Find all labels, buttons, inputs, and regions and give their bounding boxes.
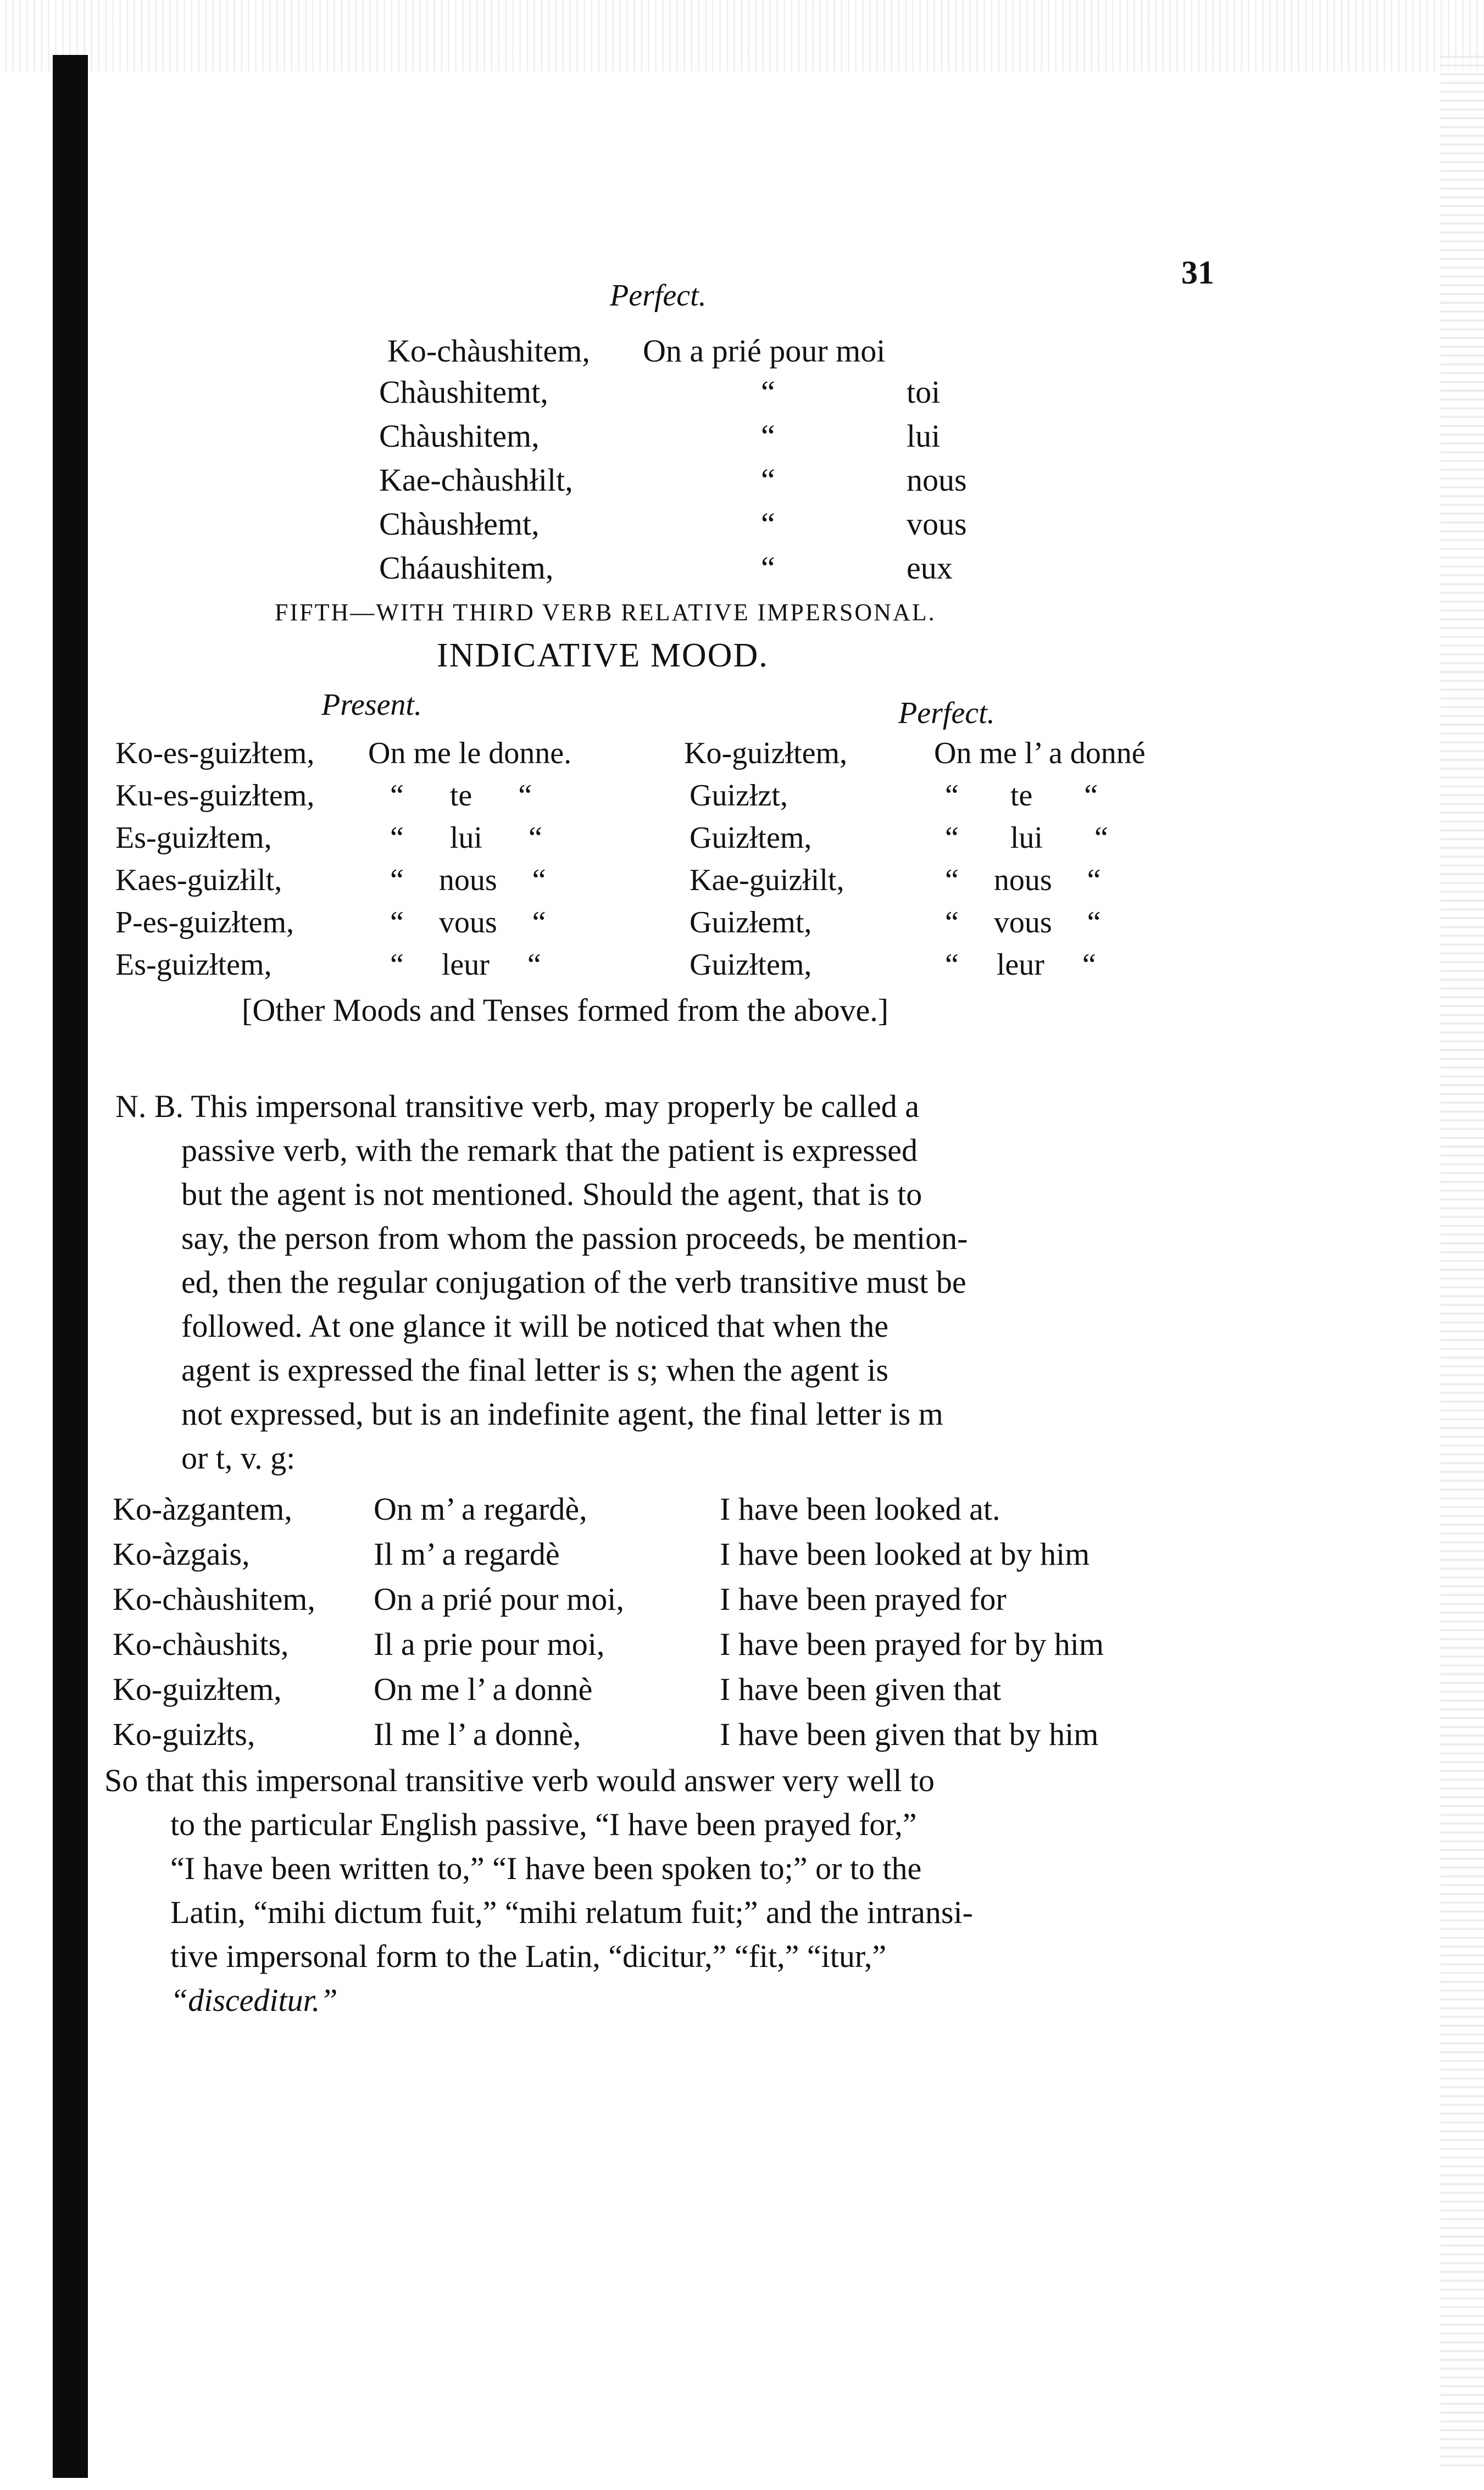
indicative-present: Es-guizłtem,: [115, 948, 272, 982]
indicative-present: Ku-es-guizłtem,: [115, 779, 315, 813]
indicative-perfect: Kae-guizłilt,: [690, 863, 844, 897]
perfect-row-verb: Ko-chàushitem,: [387, 333, 590, 369]
example-verb: Ko-chàushits,: [113, 1626, 289, 1662]
indicative-present-meaning: “ vous “: [390, 905, 546, 940]
example-verb: Ko-guizłtem,: [113, 1671, 282, 1707]
other-moods-note: [Other Moods and Tenses formed from the above.]: [242, 992, 889, 1028]
indicative-perfect: Guizłtem,: [690, 821, 812, 855]
example-french: Il m’ a regardè: [374, 1536, 560, 1572]
page-number: 31: [1181, 254, 1214, 291]
perfect-title: Perfect.: [610, 279, 707, 313]
nb-line: N. B. This impersonal transitive verb, may properly be called a: [115, 1088, 920, 1124]
closing-line: Latin, “mihi dictum fuit,” “mihi relatum fuit;” and the intransi-: [170, 1894, 973, 1930]
example-french: On a prié pour moi,: [374, 1581, 624, 1617]
perfect-row-verb: Chàushitem,: [379, 418, 540, 454]
closing-line: “disceditur.”: [170, 1982, 338, 2018]
nb-line: passive verb, with the remark that the patient is expressed: [181, 1132, 918, 1168]
example-verb: Ko-àzgantem,: [113, 1491, 292, 1527]
perfect-row-meaning: vous: [907, 506, 967, 542]
perfect-row-ditto: “: [761, 374, 775, 410]
closing-line: to the particular English passive, “I have been prayed for,”: [170, 1807, 917, 1842]
indicative-perfect-meaning: “ te “: [945, 779, 1098, 813]
nb-line: but the agent is not mentioned. Should the agent, that is to: [181, 1176, 922, 1212]
indicative-perfect-meaning: “ lui “: [945, 821, 1108, 855]
indicative-perfect: Guizłemt,: [690, 905, 812, 940]
closing-line: tive impersonal form to the Latin, “dicitur,” “fit,” “itur,”: [170, 1938, 887, 1974]
indicative-perfect-meaning: “ leur “: [945, 948, 1096, 982]
present-label: Present.: [321, 688, 422, 722]
indicative-present-meaning: “ leur “: [390, 948, 541, 982]
closing-line: So that this impersonal transitive verb would answer very well to: [104, 1763, 935, 1798]
indicative-present: Kaes-guizłilt,: [115, 863, 282, 897]
indicative-perfect: Guizłzt,: [690, 779, 788, 813]
example-english: I have been given that by him: [720, 1716, 1099, 1752]
example-verb: Ko-àzgais,: [113, 1536, 250, 1572]
example-verb: Ko-chàushitem,: [113, 1581, 315, 1617]
indicative-present: Ko-es-guizłtem,: [115, 736, 315, 770]
indicative-perfect-meaning: “ nous “: [945, 863, 1101, 897]
perfect-row-ditto: “: [761, 506, 775, 542]
indicative-perfect: Ko-guizłtem,: [684, 736, 848, 770]
nb-line: or t, v. g:: [181, 1440, 296, 1476]
example-french: On m’ a regardè,: [374, 1491, 587, 1527]
perfect-row-verb: Chàushitemt,: [379, 374, 548, 410]
perfect-row-verb: Kae-chàushłilt,: [379, 462, 573, 498]
example-english: I have been prayed for by him: [720, 1626, 1104, 1662]
binding-shadow: [53, 55, 88, 2478]
scan-noise-top: [0, 0, 1484, 71]
indicative-perfect: Guizłtem,: [690, 948, 812, 982]
example-verb: Ko-guizłts,: [113, 1716, 255, 1752]
example-english: I have been looked at by him: [720, 1536, 1090, 1572]
perfect-row-verb: Chàushłemt,: [379, 506, 540, 542]
perfect-row-ditto: “: [761, 418, 775, 454]
indicative-present-meaning: “ te “: [390, 779, 532, 813]
closing-line: “I have been written to,” “I have been spoken to;” or to the: [170, 1850, 922, 1886]
perfect-row-meaning: On a prié pour moi: [643, 333, 886, 369]
perfect-row-meaning: nous: [907, 462, 967, 498]
perfect-row-ditto: “: [761, 550, 775, 586]
indicative-perfect-meaning: “ vous “: [945, 905, 1101, 940]
nb-line: ed, then the regular conjugation of the verb transitive must be: [181, 1264, 966, 1300]
mood-heading: INDICATIVE MOOD.: [437, 637, 769, 674]
perfect-row-meaning: eux: [907, 550, 953, 586]
nb-line: agent is expressed the final letter is s; when the agent is: [181, 1352, 888, 1388]
example-english: I have been prayed for: [720, 1581, 1007, 1617]
scan-noise-right: [1440, 55, 1484, 2472]
indicative-present-meaning: “ lui “: [390, 821, 542, 855]
example-french: On me l’ a donnè: [374, 1671, 593, 1707]
indicative-present-meaning: “ nous “: [390, 863, 546, 897]
perfect-row-meaning: toi: [907, 374, 941, 410]
perfect-row-ditto: “: [761, 462, 775, 498]
nb-line: followed. At one glance it will be noticed that when the: [181, 1308, 888, 1344]
indicative-present: Es-guizłtem,: [115, 821, 272, 855]
section-heading: FIFTH—WITH THIRD VERB RELATIVE IMPERSONAL.: [275, 599, 936, 626]
example-french: Il me l’ a donnè,: [374, 1716, 581, 1752]
example-french: Il a prie pour moi,: [374, 1626, 605, 1662]
indicative-perfect-meaning: On me l’ a donné: [934, 736, 1146, 770]
perfect-row-verb: Cháaushitem,: [379, 550, 554, 586]
nb-line: say, the person from whom the passion proceeds, be mention-: [181, 1220, 968, 1256]
nb-line: not expressed, but is an indefinite agent, the final letter is m: [181, 1396, 943, 1432]
perfect-label: Perfect.: [898, 696, 995, 730]
indicative-present-meaning: On me le donne.: [368, 736, 572, 770]
perfect-row-meaning: lui: [907, 418, 941, 454]
example-english: I have been looked at.: [720, 1491, 1001, 1527]
indicative-present: P-es-guizłtem,: [115, 905, 294, 940]
example-english: I have been given that: [720, 1671, 1002, 1707]
